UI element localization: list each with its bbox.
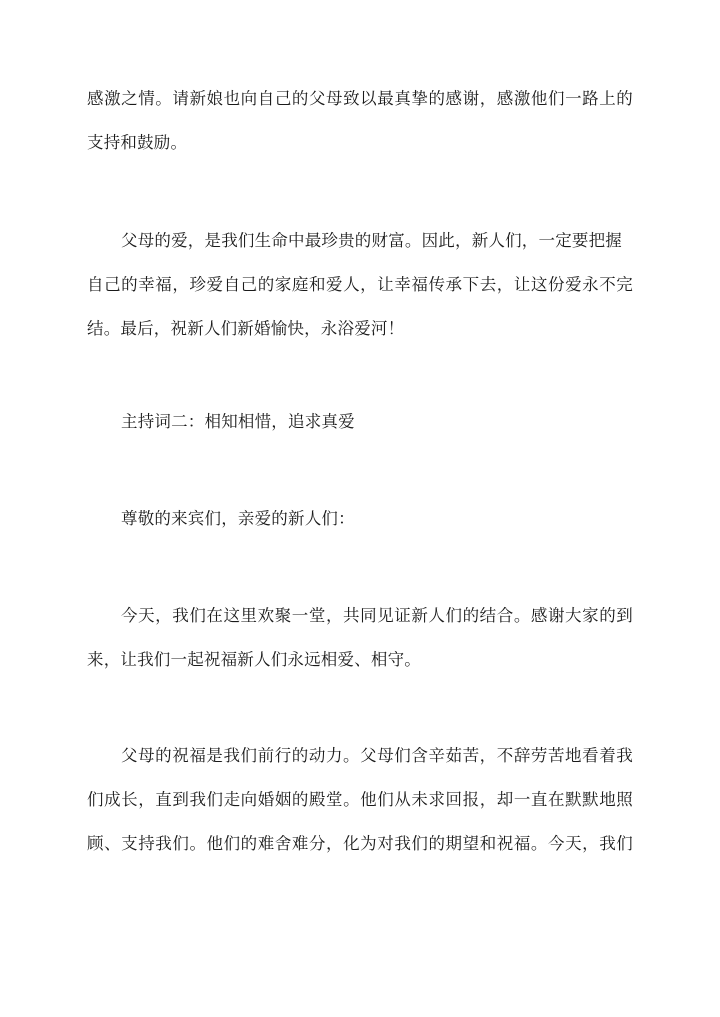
paragraph-3-line-1: 今天，我们在这里欢聚一堂，共同见证新人们的结合。感谢大家的到 [121,606,633,625]
paragraph-4-line-2: 们成长，直到我们走向婚姻的殿堂。他们从未求回报，却一直在默默地照 [87,790,633,809]
paragraph-2-line-1: 父母的爱，是我们生命中最珍贵的财富。因此，新人们，一定要把握 [121,231,622,250]
paragraph-4-line-1: 父母的祝福是我们前行的动力。父母们含辛茹苦，不辞劳苦地看着我 [121,746,633,765]
paragraph-1-line-1: 感激之情。请新娘也向自己的父母致以最真挚的感谢，感激他们一路上的 [87,89,633,108]
paragraph-2-line-3: 结。最后，祝新人们新婚愉快，永浴爱河！ [87,319,405,338]
paragraph-1-line-2: 支持和鼓励。 [87,133,188,152]
section-heading: 主持词二：相知相惜，追求真爱 [121,412,355,431]
paragraph-2-line-2: 自己的幸福，珍爱自己的家庭和爱人，让幸福传承下去，让这份爱永不完 [87,275,633,294]
paragraph-3-line-2: 来，让我们一起祝福新人们永远相爱、相守。 [87,650,421,669]
paragraph-4-line-3: 顾、支持我们。他们的难舍难分，化为对我们的期望和祝福。今天，我们 [87,834,633,853]
salutation: 尊敬的来宾们，亲爱的新人们： [121,509,355,528]
